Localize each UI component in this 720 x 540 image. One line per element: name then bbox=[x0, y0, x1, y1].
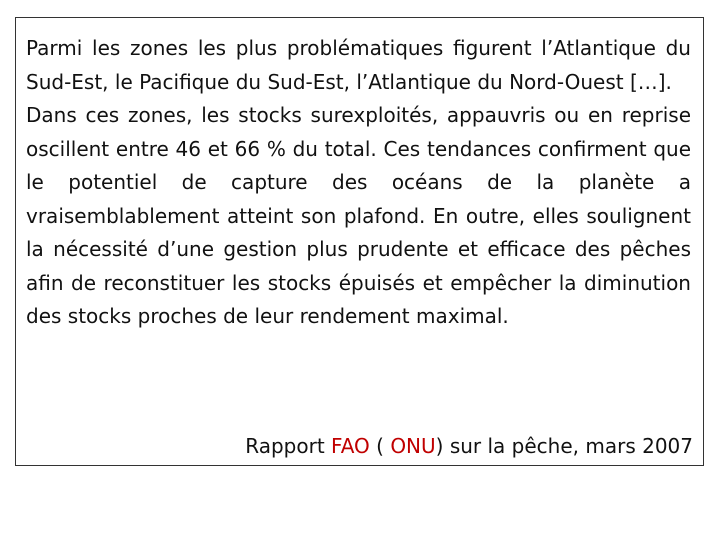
citation-open-paren: ( bbox=[369, 434, 391, 458]
quote-text bbox=[26, 32, 691, 334]
citation-org-fao: FAO bbox=[331, 434, 370, 458]
citation-prefix: Rapport bbox=[245, 434, 332, 458]
quote-paragraph-2: Dans ces zones, les stocks surexploités, appauvris ou en reprise oscillent entre 46 et 66 % du total. Ces tendances confirment que le potentiel de capture des océans de la planète a vraisemblablement atteint son plafond. En outre, elles soulignent la nécessité d’une gestion plus prudente et efficace des pêches afin de reconstituer les stocks épuisés et empêcher la diminution des stocks proches de leur rendement maximal. bbox=[26, 103, 691, 328]
citation-org-onu: ONU bbox=[390, 434, 436, 458]
citation-suffix: ) sur la pêche, mars 2007 bbox=[435, 434, 693, 458]
quote-paragraph-1: Parmi les zones les plus problématiques figurent l’Atlantique du Sud-Est, le Pacifique du Sud-Est, l’Atlantique du Nord-Ouest […]. bbox=[26, 36, 691, 94]
citation bbox=[245, 434, 693, 458]
quote-box bbox=[15, 17, 704, 466]
